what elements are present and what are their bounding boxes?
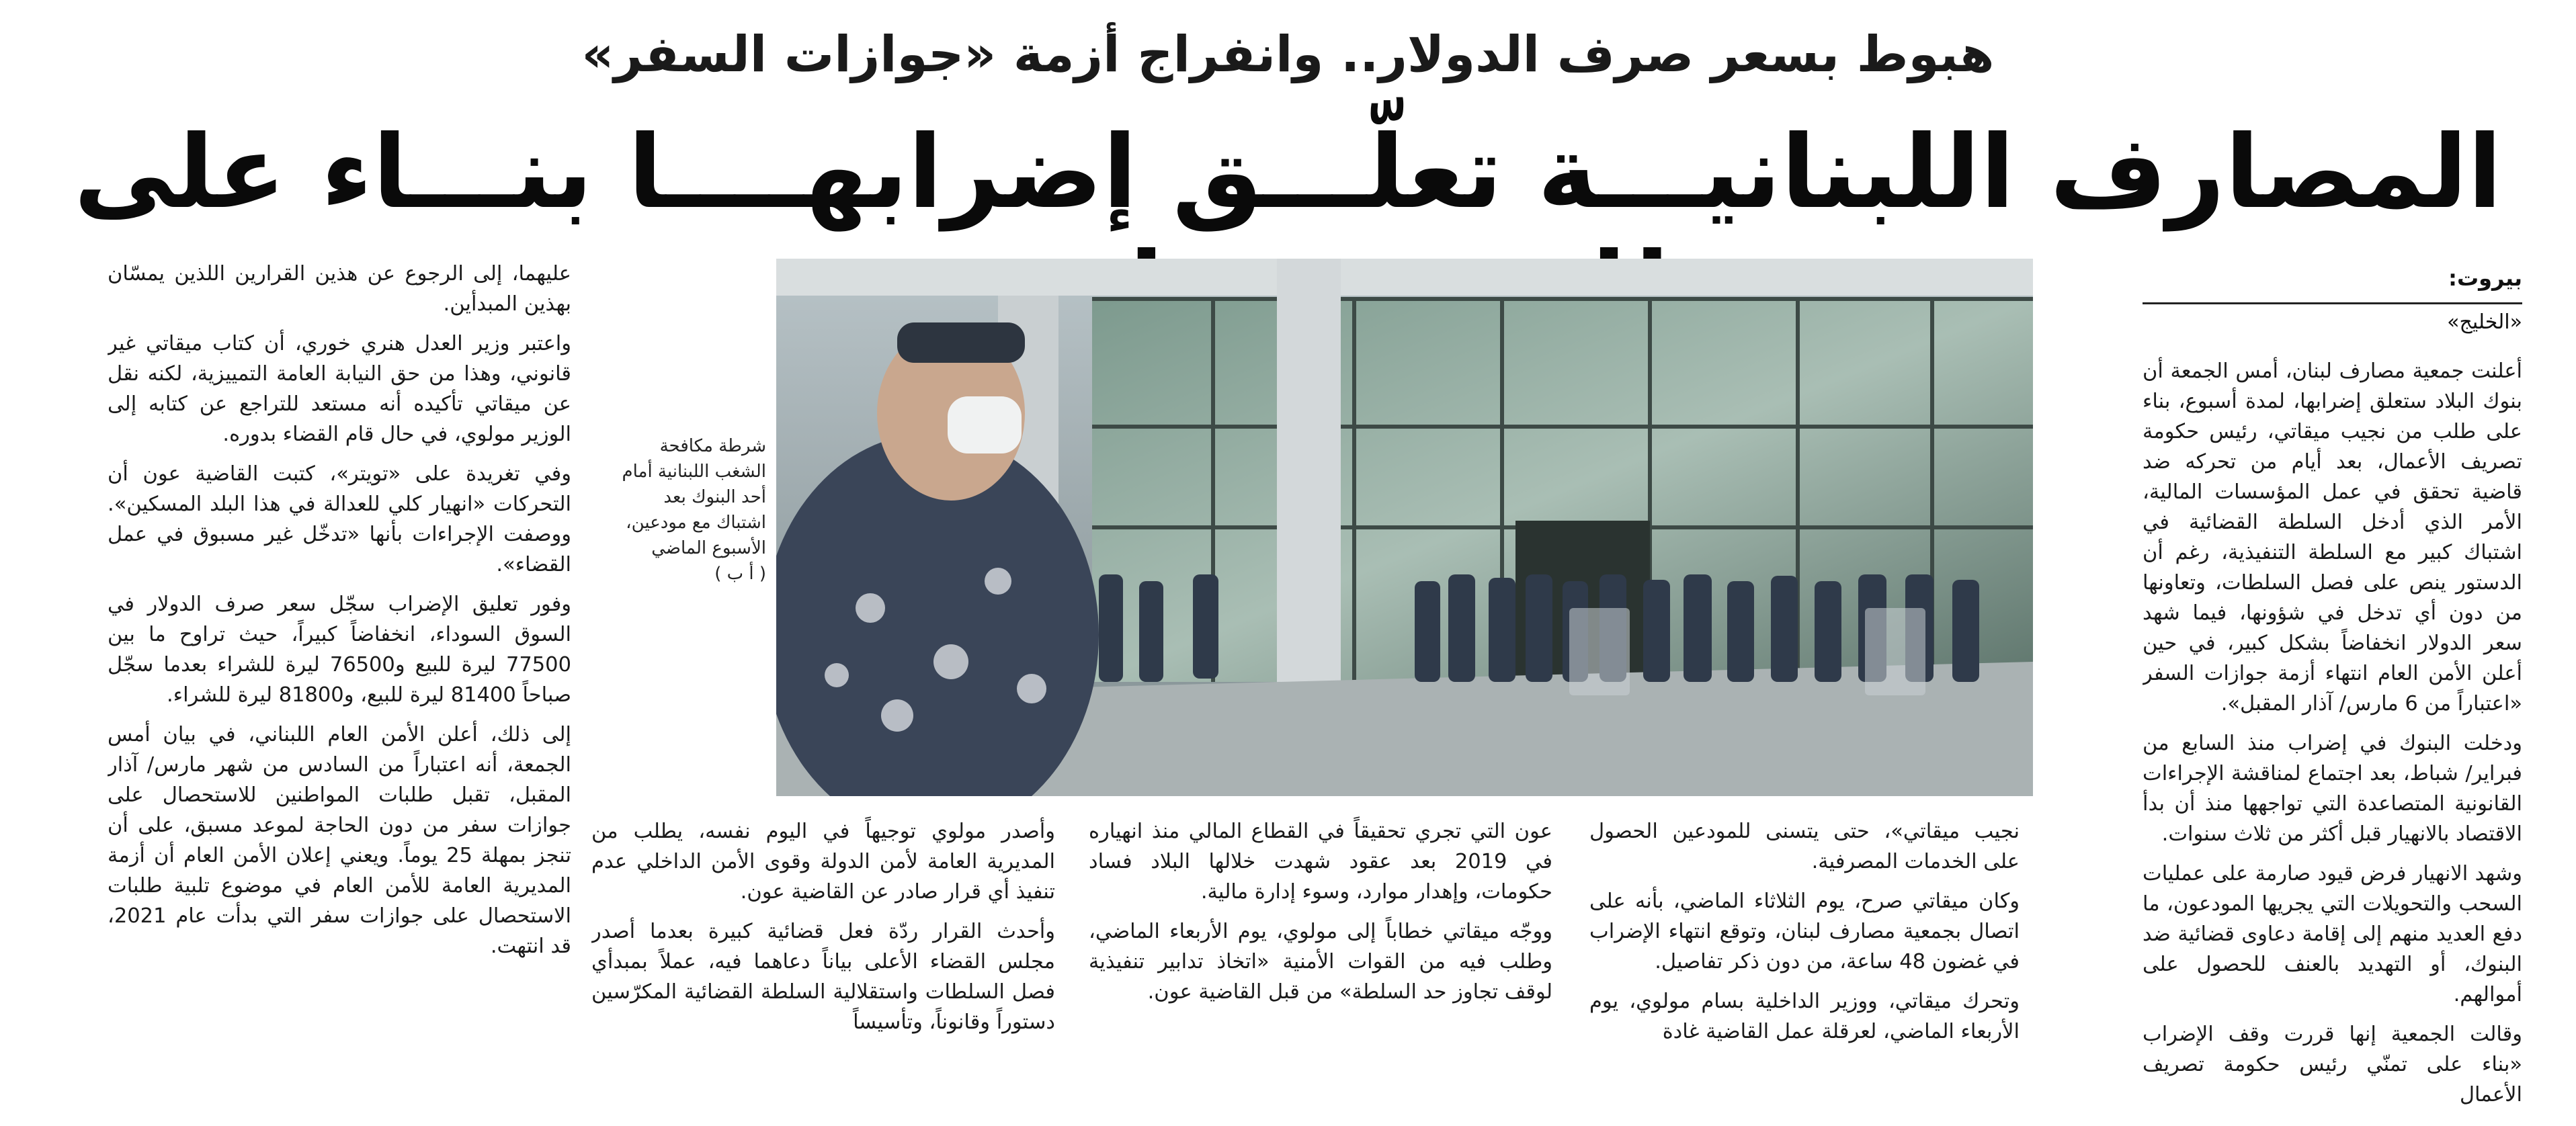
caption-line: الشغب اللبنانية أمام (622, 462, 766, 482)
paragraph: وأحدث القرار ردّة فعل قضائية كبيرة بعدما أصدر مجلس القضاء الأعلى بياناً دعاهما فيه، عملاً بمبدأي فصل السلطات واستقلالية السلطة القضائية المكرّسين دستوراً وقانوناً، وتأسيساً (591, 920, 1055, 1034)
article-column-2 (1589, 816, 2020, 1119)
main-headline: المصارف اللبنانيـــة تعلّـــق إضرابهــــا بنـــاء على (73, 114, 2503, 231)
paragraph: وفي تغريدة على «تويتر»، كتبت القاضية عون أن التحركات «انهيار كلي للعدالة في هذا البلد المسكين». ووصفت الإجراءات بأنها «تدخّل غير مسبوق في عمل القضاء». (108, 462, 571, 576)
source-credit: «الخليج» (2447, 310, 2522, 334)
paragraph: وقالت الجمعية إنها قررت وقف الإضراب «بناء على تمنّي رئيس حكومة تصريف الأعمال (2143, 1023, 2522, 1107)
dateline: بيروت: (2448, 265, 2522, 291)
paragraph: واعتبر وزير العدل هنري خوري، أن كتاب ميقاتي غير قانوني، وهذا من حق النيابة العامة التمييزية، لكنه نقل عن ميقاتي تأكيده أنه مستعد للتراجع عن كتابه إلى الوزير مولوي، في حال قام القضاء بدوره. (108, 332, 571, 446)
article-column-1 (2143, 356, 2522, 1115)
paragraph: وفور تعليق الإضراب سجّل سعر صرف الدولار في السوق السوداء، انخفاضاً كبيراً، حيث تراوح ما بين 77500 ليرة للبيع و76500 ليرة للشراء بعدما سجّل صباحاً 81400 ليرة للبيع، و81800 ليرة للشراء. (108, 593, 571, 707)
caption-line: الأسبوع الماضي (651, 538, 766, 558)
caption-line: ( أ ب ) (714, 564, 766, 584)
article-column-5 (108, 259, 571, 1119)
paragraph: إلى ذلك، أعلن الأمن العام اللبناني، في بيان أمس الجمعة، أنه اعتباراً من السادس من شهر مارس/ آذار المقبل، تقبل طلبات المواطنين للاستحصال على جوازات سفر من دون الحاجة لموعد مسبق، على أن تنجز بمهلة 25 يوماً. ويعني إعلان الأمن العام أن أزمة المديرية العامة للأمن العام في موضوع تلبية طلبات الاستحصال على جوازات سفر التي بدأت عام 2021، قد انتهت. (108, 723, 571, 958)
kicker-headline: هبوط بسعر صرف الدولار.. وانفراج أزمة «جوازات السفر» (581, 26, 1995, 83)
paragraph: وشهد الانهيار فرض قيود صارمة على عمليات السحب والتحويلات التي يجريها المودعون، ما دفع العديد منهم إلى إقامة دعاوى قضائية ضد البنوك، أو التهديد بالعنف للحصول على أموالهم. (2143, 862, 2522, 1006)
paragraph: وأصدر مولوي توجيهاً في اليوم نفسه، يطلب من المديرية العامة لأمن الدولة وقوى الأمن الداخلي عدم تنفيذ أي قرار صادر عن القاضية عون. (591, 820, 1055, 904)
dateline-rule (2143, 302, 2522, 304)
paragraph: أعلنت جمعية مصارف لبنان، أمس الجمعة أن بنوك البلاد ستعلق إضرابها، لمدة أسبوع، بناء على طلب من نجيب ميقاتي، رئيس حكومة تصريف الأعمال، بعد أيام من تحركه ضد قاضية تحقق في عمل المؤسسات المالية، الأمر الذي أدخل السلطة القضائية في اشتباك كبير مع السلطة التنفيذية، رغم أن الدستور ينص على فصل السلطات، وتعاونها من دون أي تدخل في شؤونها، فيما شهد سعر الدولار انخفاضاً بشكل كبير، في حين أعلن الأمن العام انتهاء أزمة جوازات السفر «اعتباراً من 6 مارس/ آذار المقبل». (2143, 359, 2522, 716)
paragraph: عليهما، إلى الرجوع عن هذين القرارين اللذين يمسّان بهذين المبدأين. (108, 262, 571, 316)
paragraph: نجيب ميقاتي»، حتى يتسنى للمودعين الحصول على الخدمات المصرفية. (1589, 820, 2020, 873)
caption-line: شرطة مكافحة (659, 436, 766, 456)
paragraph: ووجّه ميقاتي خطاباً إلى مولوي، يوم الأربعاء الماضي، وطلب فيه من القوات الأمنية «اتخاذ تدابير تنفيذية لوقف تجاوز حد السلطة» من قبل القاضية عون. (1089, 920, 1552, 1004)
paragraph: ودخلت البنوك في إضراب منذ السابع من فبراير/ شباط، بعد اجتماع لمناقشة الإجراءات القانونية المتصاعدة التي تواجهها منذ أن بدأ الاقتصاد بالانهيار قبل أكثر من ثلاث سنوات. (2143, 732, 2522, 846)
caption-line: أحد البنوك بعد (663, 487, 766, 507)
caption-line: اشتباك مع مودعين، (626, 513, 766, 533)
paragraph: عون التي تجري تحقيقاً في القطاع المالي منذ انهياره في 2019 بعد عقود شهدت خلالها البلاد فساد حكومات، وإهدار موارد، وسوء إدارة مالية. (1089, 820, 1552, 904)
photo-caption (605, 433, 766, 587)
news-photo (776, 259, 2033, 796)
paragraph: وكان ميقاتي صرح، يوم الثلاثاء الماضي، بأنه على اتصال بجمعية مصارف لبنان، وتوقع انتهاء الإضراب في غضون 48 ساعة، من دون ذكر تفاصيل. (1589, 890, 2020, 973)
paragraph: وتحرك ميقاتي، ووزير الداخلية بسام مولوي، يوم الأربعاء الماضي، لعرقلة عمل القاضية غادة (1589, 990, 2020, 1043)
article-column-4 (591, 816, 1055, 1119)
article-column-3 (1089, 816, 1552, 1119)
